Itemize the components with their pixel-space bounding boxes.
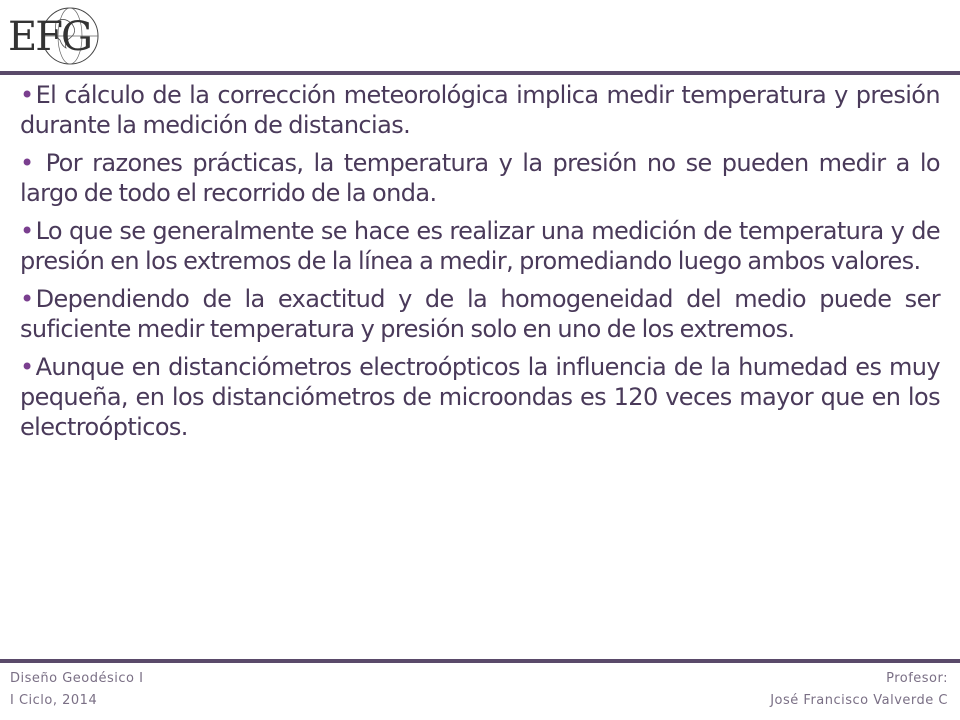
bullet-item	[20, 80, 940, 140]
efg-logo-graphic	[6, 2, 122, 72]
bullet-text: Dependiendo de la exactitud y de la homogeneidad del medio puede ser suficiente medir temperatura y presión solo en uno de los extremos.	[20, 285, 940, 343]
bullet-item	[20, 216, 940, 276]
efg-logo	[6, 2, 122, 72]
bullet-list	[20, 80, 940, 442]
bullet-item	[20, 352, 940, 442]
logo-text: EFG	[8, 14, 91, 60]
footer-rule	[0, 659, 960, 663]
header-rule	[0, 71, 960, 75]
bullet-item	[20, 284, 940, 344]
slide-content	[20, 80, 940, 450]
bullet-item	[20, 148, 940, 208]
footer-professor-info	[770, 668, 948, 712]
bullet-text: El cálculo de la corrección meteorológica implica medir temperatura y presión durante la medición de distancias.	[20, 81, 940, 139]
bullet-text: Lo que se generalmente se hace es realizar una medición de temperatura y de presión en los extremos de la línea a medir, promediando luego ambos valores.	[20, 217, 940, 275]
footer-course: Diseño Geodésico I	[10, 671, 144, 686]
footer-term: I Ciclo, 2014	[10, 693, 98, 708]
bullet-text: Aunque en distanciómetros electroópticos la influencia de la humedad es muy pequeña, en los distanciómetros de microondas es 120 veces mayor que en los electroópticos.	[20, 353, 940, 441]
bullet-icon: •	[20, 217, 34, 245]
bullet-text: Por razones prácticas, la temperatura y la presión no se pueden medir a lo largo de todo el recorrido de la onda.	[20, 149, 940, 207]
bullet-icon: •	[20, 353, 34, 381]
footer-professor-label: Profesor:	[886, 671, 948, 686]
footer-professor-name: José Francisco Valverde C	[770, 693, 948, 708]
bullet-icon: •	[20, 81, 34, 109]
footer-course-info	[10, 668, 143, 712]
bullet-icon: •	[20, 285, 34, 313]
bullet-icon: •	[20, 149, 34, 177]
